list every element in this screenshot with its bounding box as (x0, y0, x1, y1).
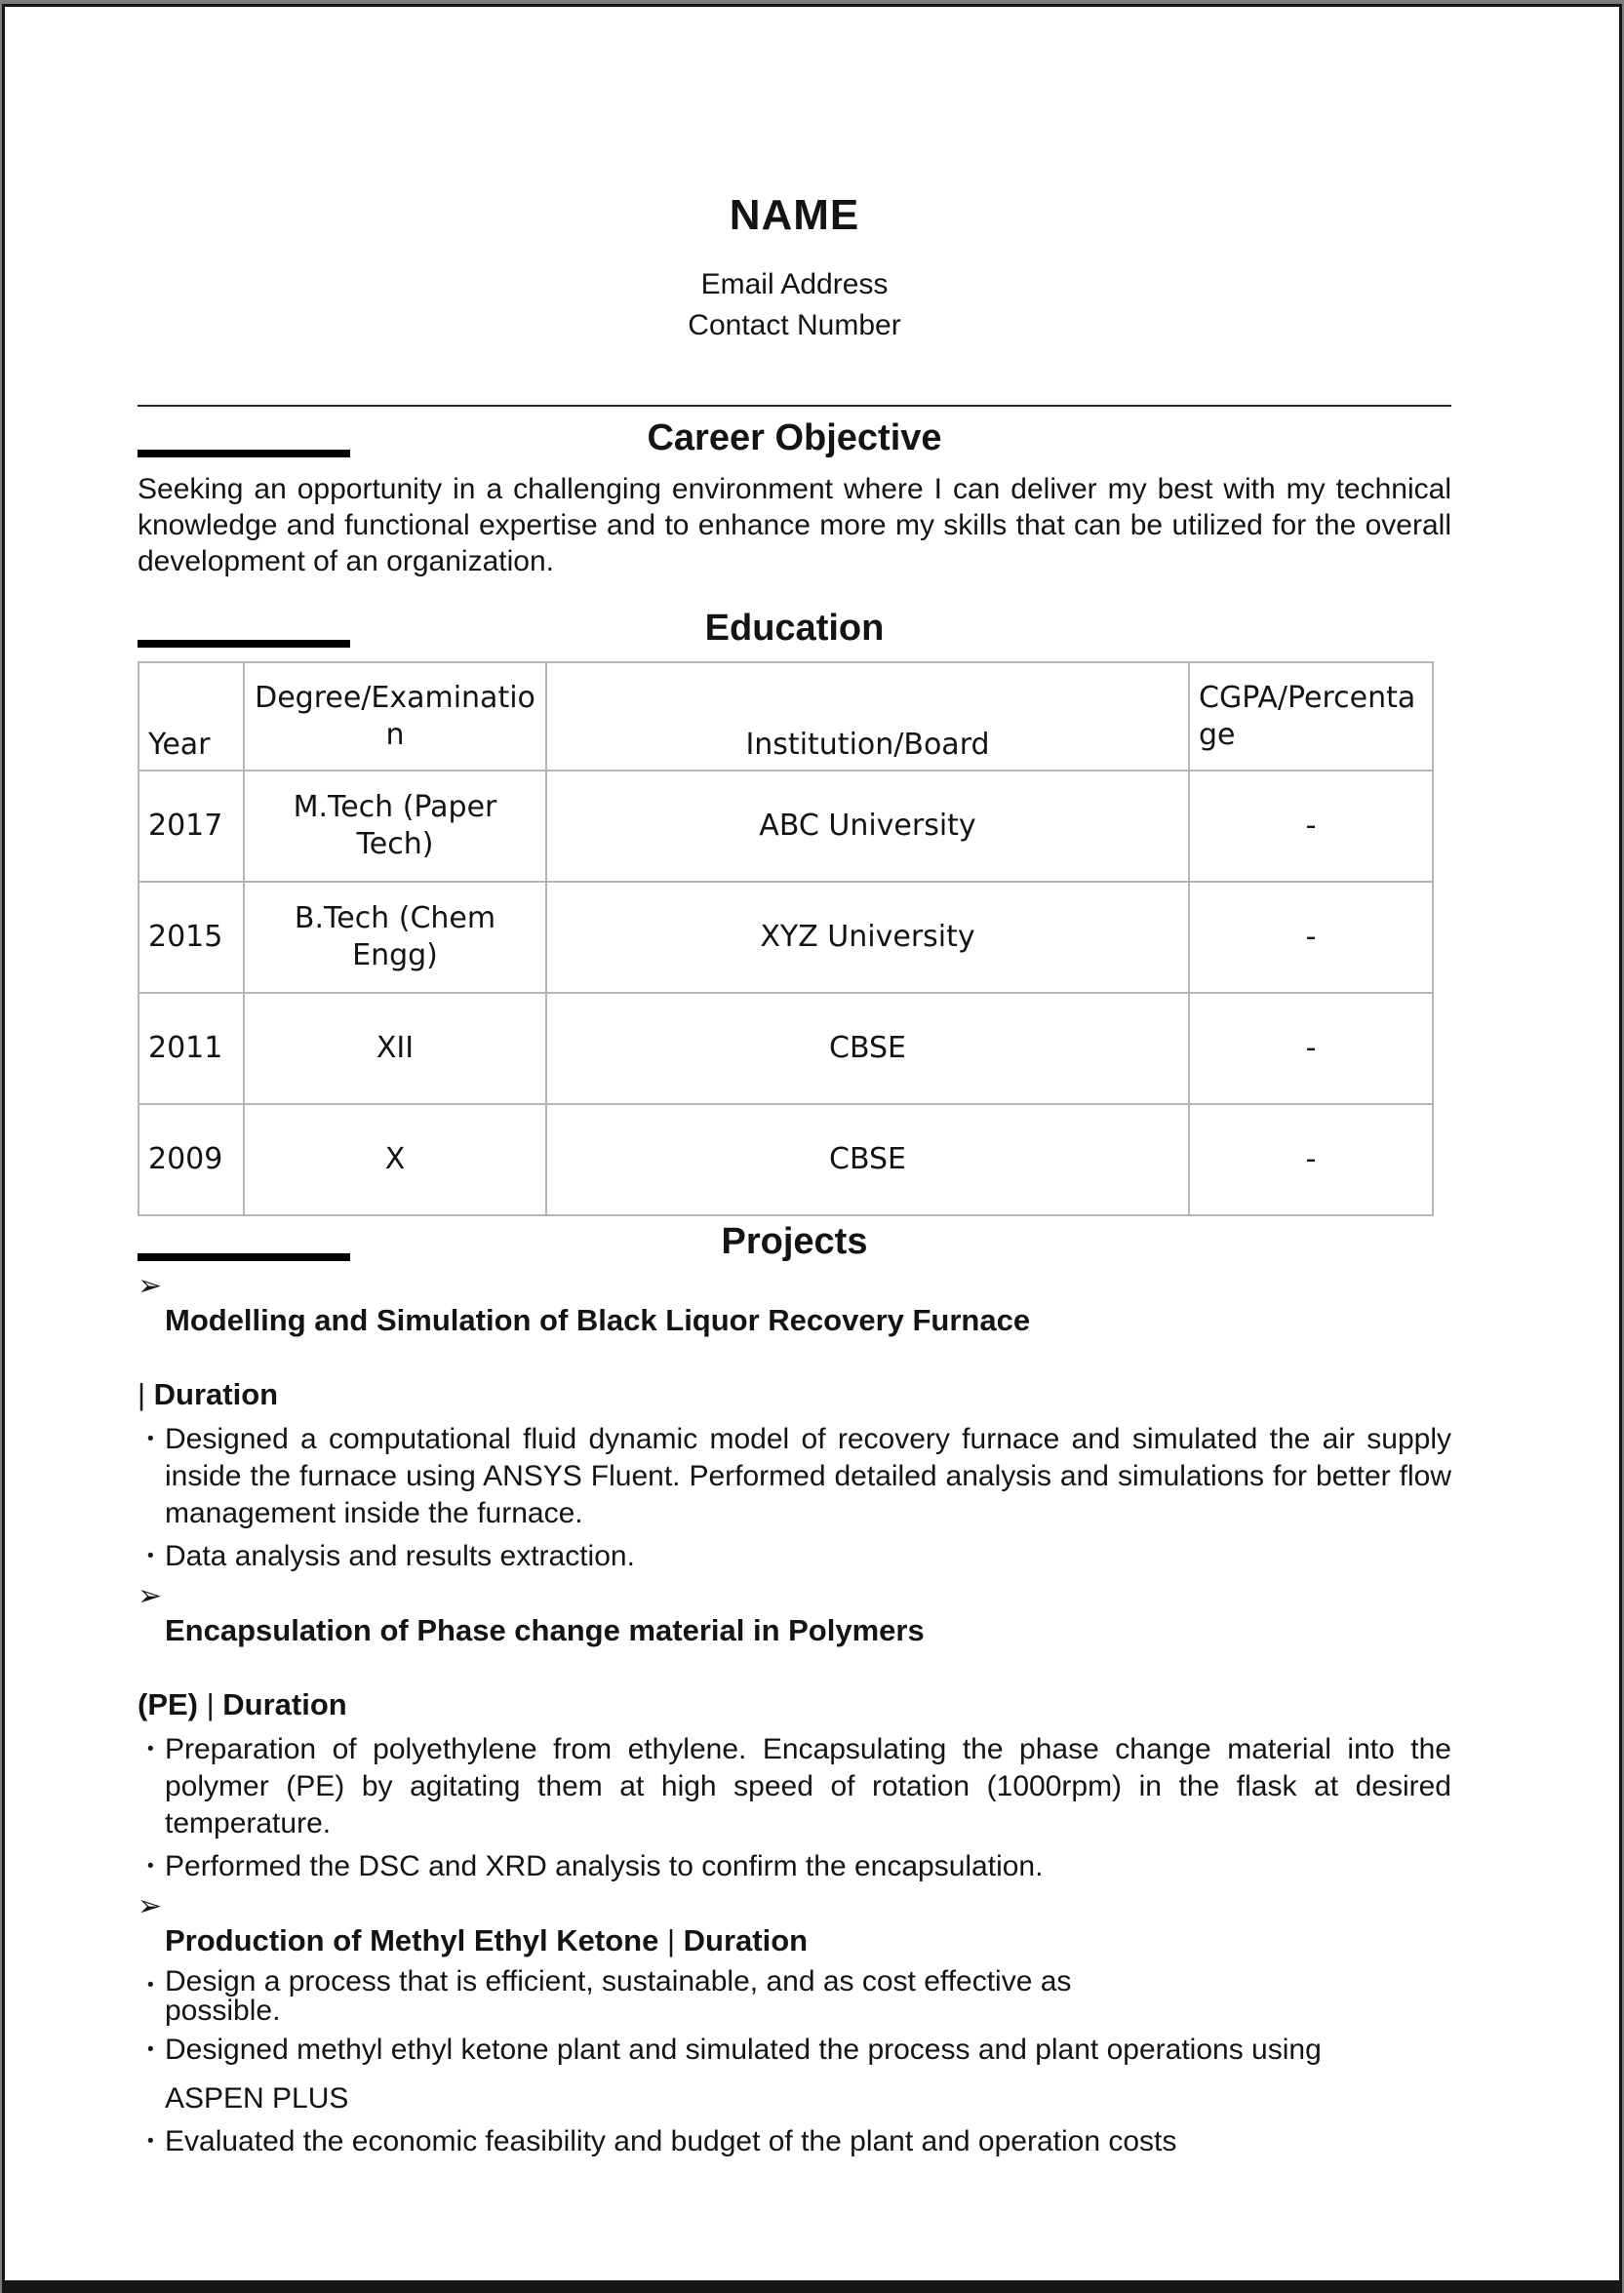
education-header-row (139, 662, 1433, 771)
education-cell: 2009 (139, 1104, 244, 1215)
education-title: Education (704, 608, 885, 649)
project-duration (138, 1376, 1451, 1413)
bullet-dot-icon: • (147, 1975, 154, 1996)
education-cell: ABC University (546, 771, 1189, 882)
bullet-paragraph: Designed methyl ethyl ketone plant and simulated the process and plant operations using (165, 2034, 1322, 2066)
bullet-text (165, 2123, 1451, 2160)
career-objective-heading (138, 415, 1451, 461)
project-title-segment: Production of Methyl Ethyl Ketone (165, 1923, 659, 1957)
list-item (138, 2123, 1451, 2160)
project-bullet-list (138, 1731, 1451, 1885)
bullet-dot-icon: • (147, 1739, 154, 1759)
education-cell: 2011 (139, 993, 244, 1104)
bullet-text (165, 1967, 1451, 2026)
resume-page (2, 4, 1622, 2293)
bullet-dot-icon: • (147, 1546, 154, 1566)
project-item (138, 1581, 1451, 1885)
project-title-segment: | (658, 1923, 684, 1957)
list-item (138, 1731, 1451, 1842)
projects-heading (138, 1218, 1451, 1265)
projects-title: Projects (721, 1221, 868, 1262)
education-cell: XII (244, 993, 546, 1104)
name-heading: NAME (729, 191, 860, 239)
bullet-paragraph: Preparation of polyethylene from ethylene. Encapsulating the phase change material into the polymer (PE) by agitating them at high speed of rotation (1000rpm) in the flask at desired temperature. (165, 1733, 1451, 1839)
education-cell: X (244, 1104, 546, 1215)
education-cell: XYZ University (546, 882, 1189, 993)
education-table-body (139, 771, 1433, 1215)
project-title-segment: Modelling and Simulation of Black Liquor Recovery Furnace (165, 1303, 1031, 1337)
project-title-segment: Duration (683, 1923, 809, 1957)
project-duration-segment: Duration (222, 1687, 347, 1721)
page-content (5, 192, 1619, 2160)
education-header-cell: Degree/Examination (244, 662, 546, 771)
education-cell: 2015 (139, 882, 244, 993)
career-objective-title: Career Objective (647, 417, 942, 458)
education-cell: B.Tech (Chem Engg) (244, 882, 546, 993)
bullet-paragraph: Designed a computational fluid dynamic model of recovery furnace and simulated the air supply inside the furnace using ANSYS Fluent. Performed detailed analysis and simulations for better flow management inside the furnace. (165, 1423, 1451, 1529)
education-row (139, 993, 1433, 1104)
project-duration-segment: (PE) (138, 1687, 198, 1721)
bullet-text (165, 1421, 1451, 1532)
contact-block (138, 264, 1451, 346)
bullet-paragraph: Evaluated the economic feasibility and budget of the plant and operation costs (165, 2125, 1177, 2157)
bullet-dot-icon: • (147, 1429, 154, 1449)
project-duration-segment: | (198, 1687, 223, 1721)
list-item (138, 1967, 1451, 2026)
objective-paragraph: Seeking an opportunity in a challenging environment where I can deliver my best with my technical knowledge and functional expertise and to enhance more my skills that can be utilized for the overall development of an organization. (138, 473, 1451, 577)
list-item (138, 2032, 1451, 2117)
list-item (138, 1421, 1451, 1532)
header-divider (138, 405, 1451, 407)
education-table-head (139, 662, 1433, 771)
bullet-paragraph: Performed the DSC and XRD analysis to confirm the encapsulation. (165, 1850, 1044, 1882)
education-table (138, 661, 1434, 1216)
bullet-paragraph: ASPEN PLUS (165, 2082, 349, 2115)
education-cell: - (1189, 882, 1433, 993)
education-row (139, 1104, 1433, 1215)
bullet-text (165, 1538, 1451, 1575)
education-row (139, 771, 1433, 882)
project-item (138, 1271, 1451, 1575)
education-cell: - (1189, 1104, 1433, 1215)
project-bullet-list (138, 1967, 1451, 2160)
education-row (139, 882, 1433, 993)
bullet-dot-icon: • (147, 1856, 154, 1877)
bullet-text (165, 1731, 1451, 1842)
arrow-bullet-icon: ➢ (138, 1269, 163, 1303)
bullet-dot-icon: • (147, 2039, 154, 2060)
projects-list (138, 1271, 1451, 2160)
project-duration-segment: Duration (153, 1377, 279, 1411)
project-duration (138, 1686, 1451, 1723)
bullet-paragraph: Design a process that is efficient, sustainable, and as cost effective as (165, 1965, 1072, 1997)
project-item (138, 1891, 1451, 2160)
bullet-text (165, 1848, 1451, 1885)
contact-number-line: Contact Number (688, 309, 901, 341)
project-duration-segment: | (138, 1377, 154, 1411)
education-cell: - (1189, 993, 1433, 1104)
heading-underline-bar (138, 450, 350, 457)
heading-underline-bar (138, 640, 350, 648)
list-item (138, 1848, 1451, 1885)
education-cell: 2017 (139, 771, 244, 882)
bullet-paragraph: possible. (165, 1995, 281, 2027)
project-title (165, 1922, 1451, 1959)
education-cell: - (1189, 771, 1433, 882)
project-title (165, 1302, 1451, 1339)
education-cell: CBSE (546, 993, 1189, 1104)
education-heading (138, 605, 1451, 652)
heading-underline-bar (138, 1253, 350, 1261)
project-title-segment: Encapsulation of Phase change material in Polymers (165, 1613, 925, 1647)
bullet-text (165, 2032, 1451, 2117)
bullet-paragraph: Data analysis and results extraction. (165, 1540, 635, 1572)
email-line: Email Address (700, 268, 889, 300)
education-header-cell: Year (139, 662, 244, 771)
education-cell: CBSE (546, 1104, 1189, 1215)
education-cell: M.Tech (Paper Tech) (244, 771, 546, 882)
education-header-cell: CGPA/Percentage (1189, 662, 1433, 771)
bullet-dot-icon: • (147, 2131, 154, 2152)
project-bullet-list (138, 1421, 1451, 1575)
arrow-bullet-icon: ➢ (138, 1889, 163, 1923)
list-item (138, 1538, 1451, 1575)
project-title (165, 1612, 1451, 1649)
education-header-cell: Institution/Board (546, 662, 1189, 771)
arrow-bullet-icon: ➢ (138, 1579, 163, 1613)
